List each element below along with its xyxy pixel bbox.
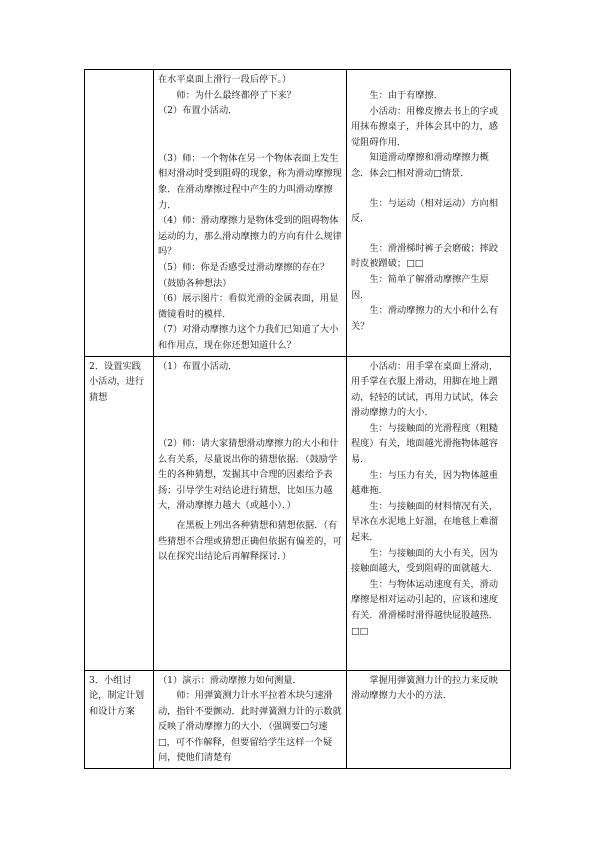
student-line: 生：与接触面的材料情况有关，旱冰在水泥地上好溜，在地毯上难溜起来． [351,500,499,544]
student-line: 生：与接触面的大小有关，因为接触面越大，受到阻碍的面就越大． [351,547,499,575]
table-row [85,70,511,357]
teacher-line: （5）师：你是否感受过滑动摩擦的存在？（鼓励各种想法） [158,261,330,289]
student-line: 生：与压力有关，因为物体越重越难拖． [351,469,499,497]
student-activity-cell [347,70,511,357]
teacher-line [158,119,342,151]
stage-cell [85,70,154,357]
teacher-line: （1）演示：滑动摩擦力如何测量． [158,674,302,686]
student-line: 小活动：用手掌在桌面上滑动，用手掌在衣服上滑动，用脚在地上蹭动，轻轻的试试，再用力试试，体会滑动摩擦力的大小． [351,360,499,419]
student-line: 掌握用弹簧测力计的拉力来反映滑动摩擦力大小的方法． [351,674,499,702]
student-line: 生：滑动摩擦力的大小和什么有关？ [351,305,499,332]
teacher-line: （2）师：请大家猜想滑动摩擦力的大小和什么有关系，尽量说出你的猜想依据．（鼓励学生的各种猜想，发掘其中合理的因素给予表扬；引导学生对结论进行猜想，比如压力越大，滑动摩擦力越大（或越小）．） [158,438,339,512]
student-line: 知道滑动摩擦和滑动摩擦力概念．体会□相对滑动□情景． [351,152,489,179]
student-line: 生：滑滑梯时裤子会磨破；摔跤时皮被蹭破；□□ [351,242,499,270]
stage-label: 2．设置实践小活动，进行猜想 [89,360,145,403]
teacher-line: （7）对滑动摩擦力这个力我们已知道了大小和作用点，现在你还想知道什么？ [158,324,339,351]
teacher-line: 师：为什么最终都停了下来？ [176,89,296,101]
teacher-line: （3）师：一个物体在另一个物体表面上发生相对滑动时受到阻碍的现象，称为滑动摩擦现象．在滑动摩擦过程中产生的力叫滑动摩擦力． [158,152,342,211]
teacher-line: 在水平桌面上滑行一段后停下。） [158,74,292,85]
student-line: 生：简单了解滑动摩擦产生原因． [351,273,489,301]
table-row [85,670,511,769]
stage-cell [85,356,154,670]
teacher-activity-cell [154,356,347,670]
teacher-activity-cell [154,70,347,357]
student-activity-cell [347,670,511,769]
student-line: 小活动：用橡皮擦去书上的字或用抹布擦桌子，并体会其中的力，感觉阻碍作用． [351,105,499,148]
teacher-line: （2）布置小活动． [158,105,238,117]
lesson-plan-table [84,69,511,769]
student-line: 生：与运动（相对运动）方向相反． [351,197,499,225]
teacher-line: 在黑板上列出各种猜想和猜想依据．（有些猜想不合理或猜想正确但依据有偏差的，可以在探究出结论后再解释探讨．） [158,520,342,563]
teacher-line: （6）展示图片：看似光滑的金属表面，用显微镜看时的模样． [158,293,339,320]
teacher-line: 师：用弹簧测力计水平拉着木块匀速滑动，指针不要颤动．此时弹簧测力计的示数就反映了滑动摩擦力的大小．（强调要□匀速□，可不作解释，但要留给学生这样一个疑问，使他们清楚有 [158,690,342,764]
student-line: 生：与物体运动速度有关，滑动摩擦是相对运动引起的，应该和速度有关．滑滑梯时滑得越快屁股越热．□□ [351,578,499,637]
teacher-activity-cell [154,670,347,769]
stage-label: 3．小组讨论，制定计划和设计方案 [89,674,145,717]
stage-cell [85,670,154,769]
student-line: 生：与接触面的光滑程度（粗糙程度）有关，地面越光滑拖物体越容易． [351,422,499,466]
student-activity-cell [347,356,511,670]
table-row [85,356,511,670]
teacher-line: （1）布置小活动． [158,360,238,372]
teacher-line: （4）师：滑动摩擦力是物体受到的阻碍物体运动的力，那么滑动摩擦力的方向有什么规律吗？ [158,215,342,258]
student-line: 生：由于有摩擦． [369,90,443,101]
